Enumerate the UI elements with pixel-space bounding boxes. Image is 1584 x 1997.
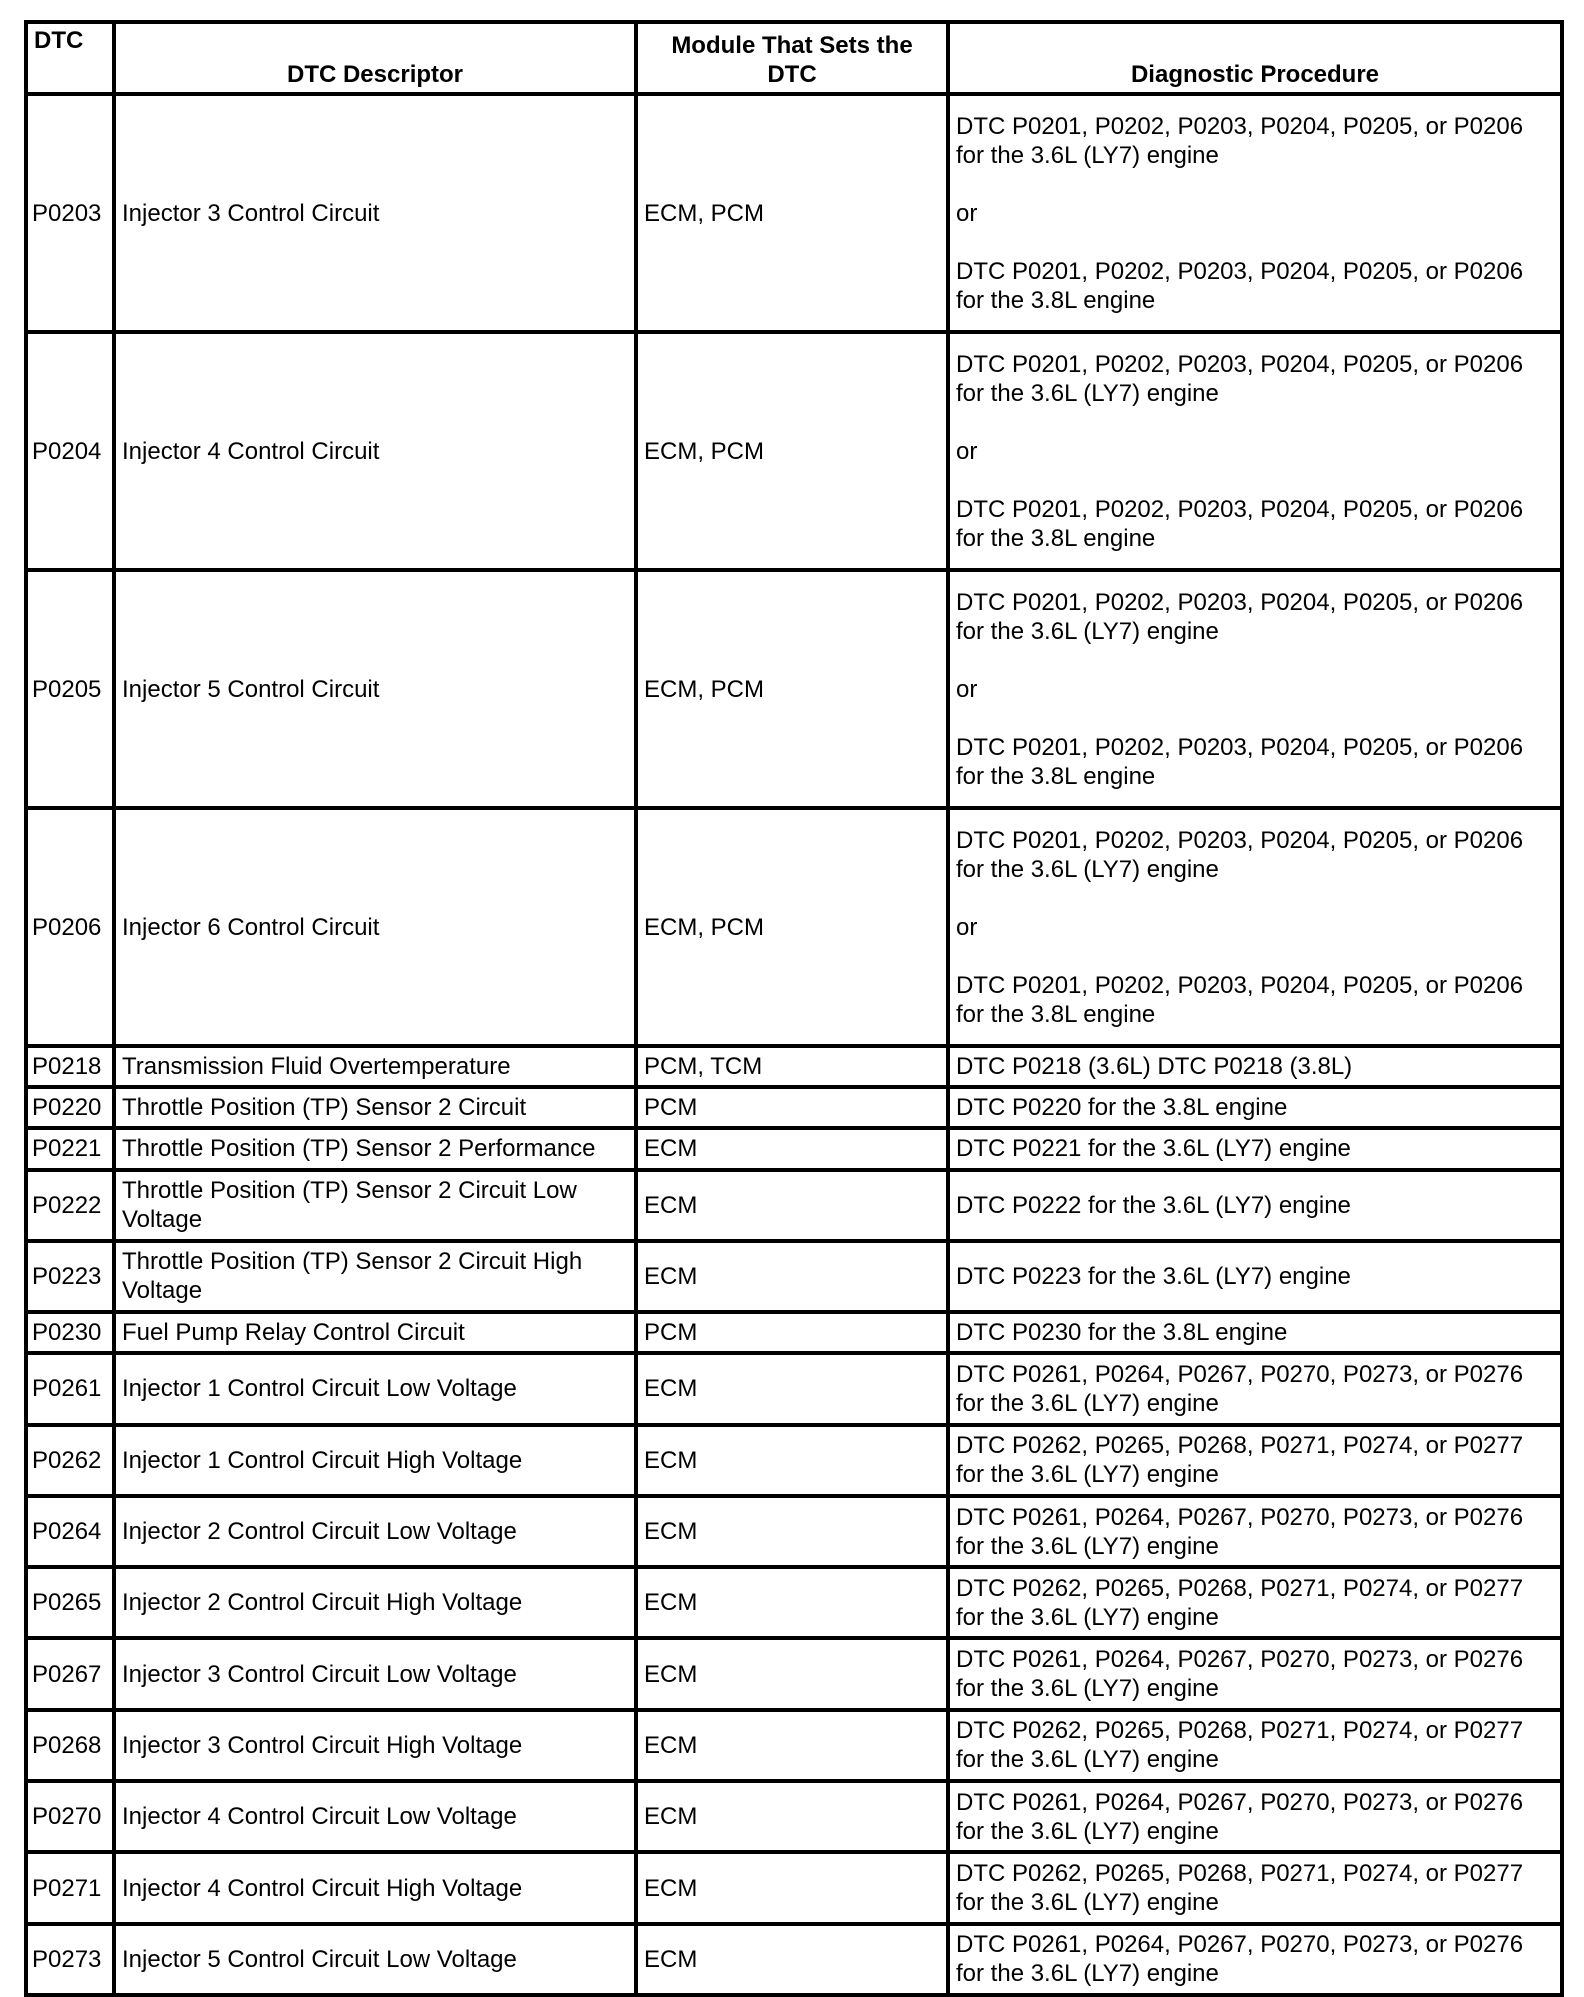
table-row [26, 1567, 1562, 1638]
diagnostic-procedure-cell: DTC P0262, P0265, P0268, P0271, P0274, or P0277 for the 3.6L (LY7) engine [948, 1425, 1562, 1496]
dtc-code-cell: P0205 [26, 570, 114, 808]
header-procedure: Diagnostic Procedure [948, 22, 1562, 94]
dtc-descriptor-cell: Injector 3 Control Circuit High Voltage [114, 1710, 636, 1781]
table-row [26, 1170, 1562, 1241]
table-row [26, 570, 1562, 808]
table-row [26, 1710, 1562, 1781]
module-cell: ECM [636, 1567, 948, 1638]
dtc-code-cell: P0204 [26, 332, 114, 570]
table-row [26, 94, 1562, 332]
diagnostic-procedure-cell: DTC P0201, P0202, P0203, P0204, P0205, or P0206 for the 3.6L (LY7) engine or DTC P0201, P0202, P0203, P0204, P0205, or P0206 for the 3.8L engine [948, 808, 1562, 1046]
table-row [26, 1425, 1562, 1496]
dtc-code-cell: P0223 [26, 1241, 114, 1312]
module-cell: ECM, PCM [636, 570, 948, 808]
table-row [26, 1852, 1562, 1923]
diagnostic-procedure-cell: DTC P0261, P0264, P0267, P0270, P0273, or P0276 for the 3.6L (LY7) engine [948, 1924, 1562, 1995]
dtc-descriptor-cell: Injector 3 Control Circuit [114, 94, 636, 332]
header-row [26, 22, 1562, 94]
table-row [26, 1087, 1562, 1128]
header-descriptor: DTC Descriptor [114, 22, 636, 94]
dtc-descriptor-cell: Throttle Position (TP) Sensor 2 Circuit Low Voltage [114, 1170, 636, 1241]
dtc-descriptor-cell: Injector 2 Control Circuit High Voltage [114, 1567, 636, 1638]
diagnostic-procedure-cell: DTC P0223 for the 3.6L (LY7) engine [948, 1241, 1562, 1312]
dtc-descriptor-cell: Injector 5 Control Circuit [114, 570, 636, 808]
diagnostic-procedure-cell: DTC P0261, P0264, P0267, P0270, P0273, or P0276 for the 3.6L (LY7) engine [948, 1781, 1562, 1852]
dtc-code-cell: P0273 [26, 1924, 114, 1995]
diagnostic-procedure-cell: DTC P0262, P0265, P0268, P0271, P0274, or P0277 for the 3.6L (LY7) engine [948, 1852, 1562, 1923]
table-row [26, 808, 1562, 1046]
dtc-table [24, 20, 1564, 1997]
dtc-descriptor-cell: Transmission Fluid Overtemperature [114, 1046, 636, 1087]
table-row [26, 1128, 1562, 1169]
table-row [26, 1638, 1562, 1709]
dtc-descriptor-cell: Throttle Position (TP) Sensor 2 Circuit High Voltage [114, 1241, 636, 1312]
dtc-descriptor-cell: Throttle Position (TP) Sensor 2 Performance [114, 1128, 636, 1169]
table-row [26, 1781, 1562, 1852]
module-cell: ECM [636, 1241, 948, 1312]
module-cell: ECM, PCM [636, 94, 948, 332]
diagnostic-procedure-cell: DTC P0262, P0265, P0268, P0271, P0274, or P0277 for the 3.6L (LY7) engine [948, 1710, 1562, 1781]
module-cell: PCM [636, 1087, 948, 1128]
table-row [26, 1496, 1562, 1567]
module-cell: ECM [636, 1353, 948, 1424]
diagnostic-procedure-cell: DTC P0261, P0264, P0267, P0270, P0273, or P0276 for the 3.6L (LY7) engine [948, 1353, 1562, 1424]
dtc-code-cell: P0203 [26, 94, 114, 332]
diagnostic-procedure-cell: DTC P0261, P0264, P0267, P0270, P0273, or P0276 for the 3.6L (LY7) engine [948, 1638, 1562, 1709]
table-row [26, 1353, 1562, 1424]
table-header [26, 22, 1562, 94]
diagnostic-procedure-cell: DTC P0262, P0265, P0268, P0271, P0274, or P0277 for the 3.6L (LY7) engine [948, 1567, 1562, 1638]
dtc-descriptor-cell: Injector 2 Control Circuit Low Voltage [114, 1496, 636, 1567]
module-cell: ECM [636, 1496, 948, 1567]
dtc-code-cell: P0270 [26, 1781, 114, 1852]
dtc-code-cell: P0268 [26, 1710, 114, 1781]
dtc-code-cell: P0264 [26, 1496, 114, 1567]
dtc-descriptor-cell: Injector 6 Control Circuit [114, 808, 636, 1046]
module-cell: ECM [636, 1781, 948, 1852]
dtc-code-cell: P0230 [26, 1312, 114, 1353]
dtc-descriptor-cell: Injector 5 Control Circuit Low Voltage [114, 1924, 636, 1995]
dtc-code-cell: P0265 [26, 1567, 114, 1638]
table-row [26, 1241, 1562, 1312]
dtc-descriptor-cell: Injector 4 Control Circuit High Voltage [114, 1852, 636, 1923]
dtc-descriptor-cell: Injector 4 Control Circuit Low Voltage [114, 1781, 636, 1852]
table-row [26, 1312, 1562, 1353]
module-cell: ECM [636, 1852, 948, 1923]
module-cell: PCM, TCM [636, 1046, 948, 1087]
dtc-descriptor-cell: Injector 1 Control Circuit High Voltage [114, 1425, 636, 1496]
diagnostic-procedure-cell: DTC P0201, P0202, P0203, P0204, P0205, or P0206 for the 3.6L (LY7) engine or DTC P0201, P0202, P0203, P0204, P0205, or P0206 for the 3.8L engine [948, 570, 1562, 808]
table-row [26, 332, 1562, 570]
dtc-descriptor-cell: Fuel Pump Relay Control Circuit [114, 1312, 636, 1353]
dtc-code-cell: P0222 [26, 1170, 114, 1241]
dtc-descriptor-cell: Throttle Position (TP) Sensor 2 Circuit [114, 1087, 636, 1128]
diagnostic-procedure-cell: DTC P0261, P0264, P0267, P0270, P0273, or P0276 for the 3.6L (LY7) engine [948, 1496, 1562, 1567]
diagnostic-procedure-cell: DTC P0222 for the 3.6L (LY7) engine [948, 1170, 1562, 1241]
module-cell: ECM, PCM [636, 332, 948, 570]
module-cell: ECM [636, 1170, 948, 1241]
dtc-descriptor-cell: Injector 3 Control Circuit Low Voltage [114, 1638, 636, 1709]
diagnostic-procedure-cell: DTC P0218 (3.6L) DTC P0218 (3.8L) [948, 1046, 1562, 1087]
module-cell: ECM [636, 1425, 948, 1496]
module-cell: PCM [636, 1312, 948, 1353]
diagnostic-procedure-cell: DTC P0201, P0202, P0203, P0204, P0205, or P0206 for the 3.6L (LY7) engine or DTC P0201, P0202, P0203, P0204, P0205, or P0206 for the 3.8L engine [948, 94, 1562, 332]
diagnostic-procedure-cell: DTC P0230 for the 3.8L engine [948, 1312, 1562, 1353]
dtc-code-cell: P0221 [26, 1128, 114, 1169]
dtc-code-cell: P0220 [26, 1087, 114, 1128]
header-module: Module That Sets the DTC [636, 22, 948, 94]
dtc-code-cell: P0262 [26, 1425, 114, 1496]
module-cell: ECM, PCM [636, 808, 948, 1046]
dtc-descriptor-cell: Injector 1 Control Circuit Low Voltage [114, 1353, 636, 1424]
header-dtc: DTC [26, 22, 114, 94]
dtc-code-cell: P0271 [26, 1852, 114, 1923]
table-body [26, 94, 1562, 1995]
module-cell: ECM [636, 1924, 948, 1995]
diagnostic-procedure-cell: DTC P0221 for the 3.6L (LY7) engine [948, 1128, 1562, 1169]
dtc-code-cell: P0267 [26, 1638, 114, 1709]
dtc-code-cell: P0206 [26, 808, 114, 1046]
dtc-descriptor-cell: Injector 4 Control Circuit [114, 332, 636, 570]
module-cell: ECM [636, 1638, 948, 1709]
diagnostic-procedure-cell: DTC P0220 for the 3.8L engine [948, 1087, 1562, 1128]
module-cell: ECM [636, 1128, 948, 1169]
table-row [26, 1046, 1562, 1087]
diagnostic-procedure-cell: DTC P0201, P0202, P0203, P0204, P0205, or P0206 for the 3.6L (LY7) engine or DTC P0201, P0202, P0203, P0204, P0205, or P0206 for the 3.8L engine [948, 332, 1562, 570]
dtc-code-cell: P0218 [26, 1046, 114, 1087]
dtc-code-cell: P0261 [26, 1353, 114, 1424]
table-row [26, 1924, 1562, 1995]
module-cell: ECM [636, 1710, 948, 1781]
